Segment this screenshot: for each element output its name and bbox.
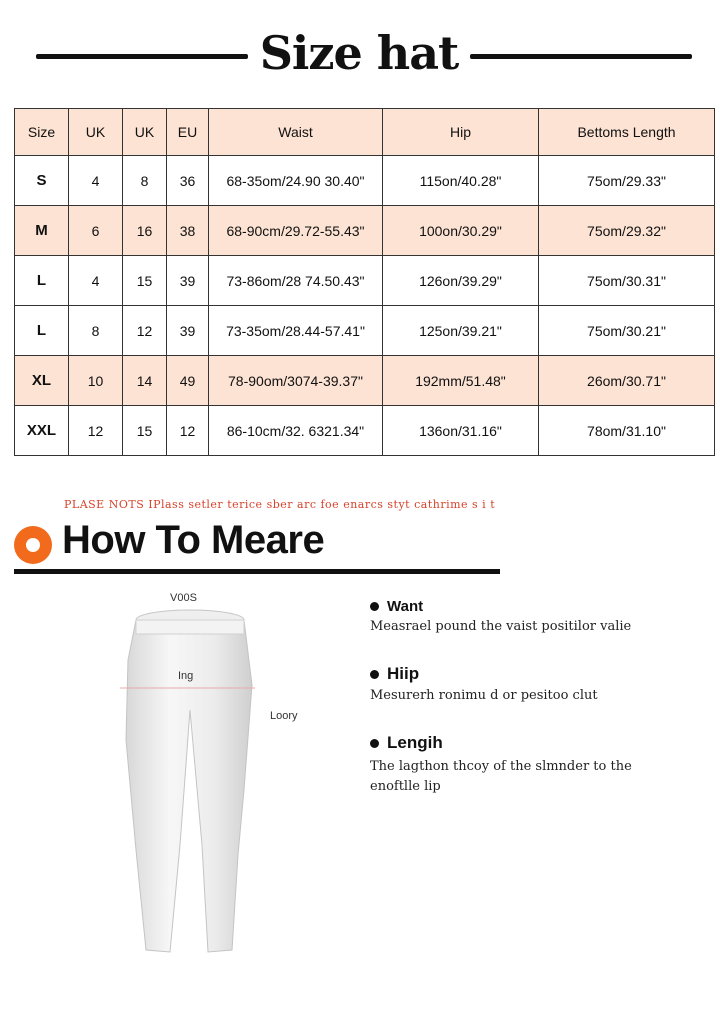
instruction-title: Lengih — [387, 733, 443, 752]
instruction-desc: Measrael pound the vaist positilor valie — [370, 619, 632, 634]
measure-instructions — [370, 598, 700, 827]
table-cell: 38 — [167, 206, 209, 256]
table-cell: 192mm/51.48" — [383, 356, 539, 406]
table-cell: 49 — [167, 356, 209, 406]
table-cell: 68-90cm/29.72-55.43" — [209, 206, 383, 256]
table-cell: 12 — [123, 306, 167, 356]
table-cell: 14 — [123, 356, 167, 406]
table-cell: 78-90om/3074-39.37" — [209, 356, 383, 406]
col-header-hip: Hip — [383, 109, 539, 156]
label-top: V00S — [170, 592, 197, 604]
table-row — [15, 406, 715, 456]
title-rule-right — [470, 54, 692, 59]
table-cell: 8 — [123, 156, 167, 206]
bullet-dot-icon — [370, 739, 379, 748]
table-row — [15, 206, 715, 256]
table-cell: 4 — [69, 156, 123, 206]
col-header-length: Bettoms Length — [539, 109, 715, 156]
instruction-title: Hiip — [387, 664, 420, 683]
col-header-size: Size — [15, 109, 69, 156]
table-cell: 12 — [69, 406, 123, 456]
table-cell: 75om/30.21" — [539, 306, 715, 356]
bullet-dot-icon — [370, 670, 379, 679]
table-row — [15, 156, 715, 206]
measure-title: How To Meare — [62, 518, 325, 562]
table-cell: 75om/29.32" — [539, 206, 715, 256]
col-header-uk: UK — [69, 109, 123, 156]
size-note: PLASE NOTS IPlass setler terice sber arc foe enarcs styt cathrime s i t — [64, 498, 496, 511]
table-cell: 15 — [123, 406, 167, 456]
table-row — [15, 306, 715, 356]
bullet-dot-icon — [370, 602, 379, 611]
instruction-hip — [370, 664, 700, 703]
instruction-desc: Mesurerh ronimu d or pesitoo clut — [370, 688, 598, 703]
measure-title-underline — [14, 569, 500, 574]
leggings-illustration — [100, 590, 300, 1000]
col-header-eu: EU — [167, 109, 209, 156]
size-chart-header — [0, 26, 720, 90]
size-cell: XXL — [15, 406, 69, 456]
table-cell: 73-86om/28 74.50.43" — [209, 256, 383, 306]
size-cell: L — [15, 306, 69, 356]
bullet-circle-icon — [14, 526, 52, 564]
table-cell: 78om/31.10" — [539, 406, 715, 456]
table-cell: 16 — [123, 206, 167, 256]
table-cell: 68-35om/24.90 30.40" — [209, 156, 383, 206]
table-cell: 39 — [167, 256, 209, 306]
table-cell: 26om/30.71" — [539, 356, 715, 406]
size-table — [14, 108, 715, 456]
leggings-icon — [100, 590, 300, 1000]
table-cell: 75om/29.33" — [539, 156, 715, 206]
label-side: Loory — [270, 710, 298, 722]
table-cell: 73-35om/28.44-57.41" — [209, 306, 383, 356]
table-row — [15, 256, 715, 306]
size-cell: L — [15, 256, 69, 306]
table-cell: 10 — [69, 356, 123, 406]
size-cell: XL — [15, 356, 69, 406]
size-cell: M — [15, 206, 69, 256]
col-header-uk-2: UK — [123, 109, 167, 156]
table-header-row — [15, 109, 715, 156]
label-hip: Ing — [178, 670, 194, 682]
instruction-title: Want — [387, 598, 424, 615]
table-row — [15, 356, 715, 406]
instruction-length — [370, 733, 700, 797]
size-cell: S — [15, 156, 69, 206]
table-cell: 12 — [167, 406, 209, 456]
table-cell: 126on/39.29" — [383, 256, 539, 306]
instruction-waist — [370, 598, 700, 634]
instruction-desc: The lagthon thcoy of the slmnder to the enoftlle lip — [370, 759, 632, 794]
table-cell: 15 — [123, 256, 167, 306]
table-cell: 75om/30.31" — [539, 256, 715, 306]
page-title: Size hat — [259, 26, 459, 80]
table-cell: 36 — [167, 156, 209, 206]
table-cell: 8 — [69, 306, 123, 356]
table-cell: 39 — [167, 306, 209, 356]
table-cell: 86-10cm/32. 6321.34" — [209, 406, 383, 456]
table-cell: 4 — [69, 256, 123, 306]
measure-header — [14, 518, 504, 578]
table-cell: 6 — [69, 206, 123, 256]
table-cell: 100on/30.29" — [383, 206, 539, 256]
table-cell: 136on/31.16" — [383, 406, 539, 456]
table-cell: 115on/40.28" — [383, 156, 539, 206]
col-header-waist: Waist — [209, 109, 383, 156]
title-rule-left — [36, 54, 248, 59]
table-cell: 125on/39.21" — [383, 306, 539, 356]
